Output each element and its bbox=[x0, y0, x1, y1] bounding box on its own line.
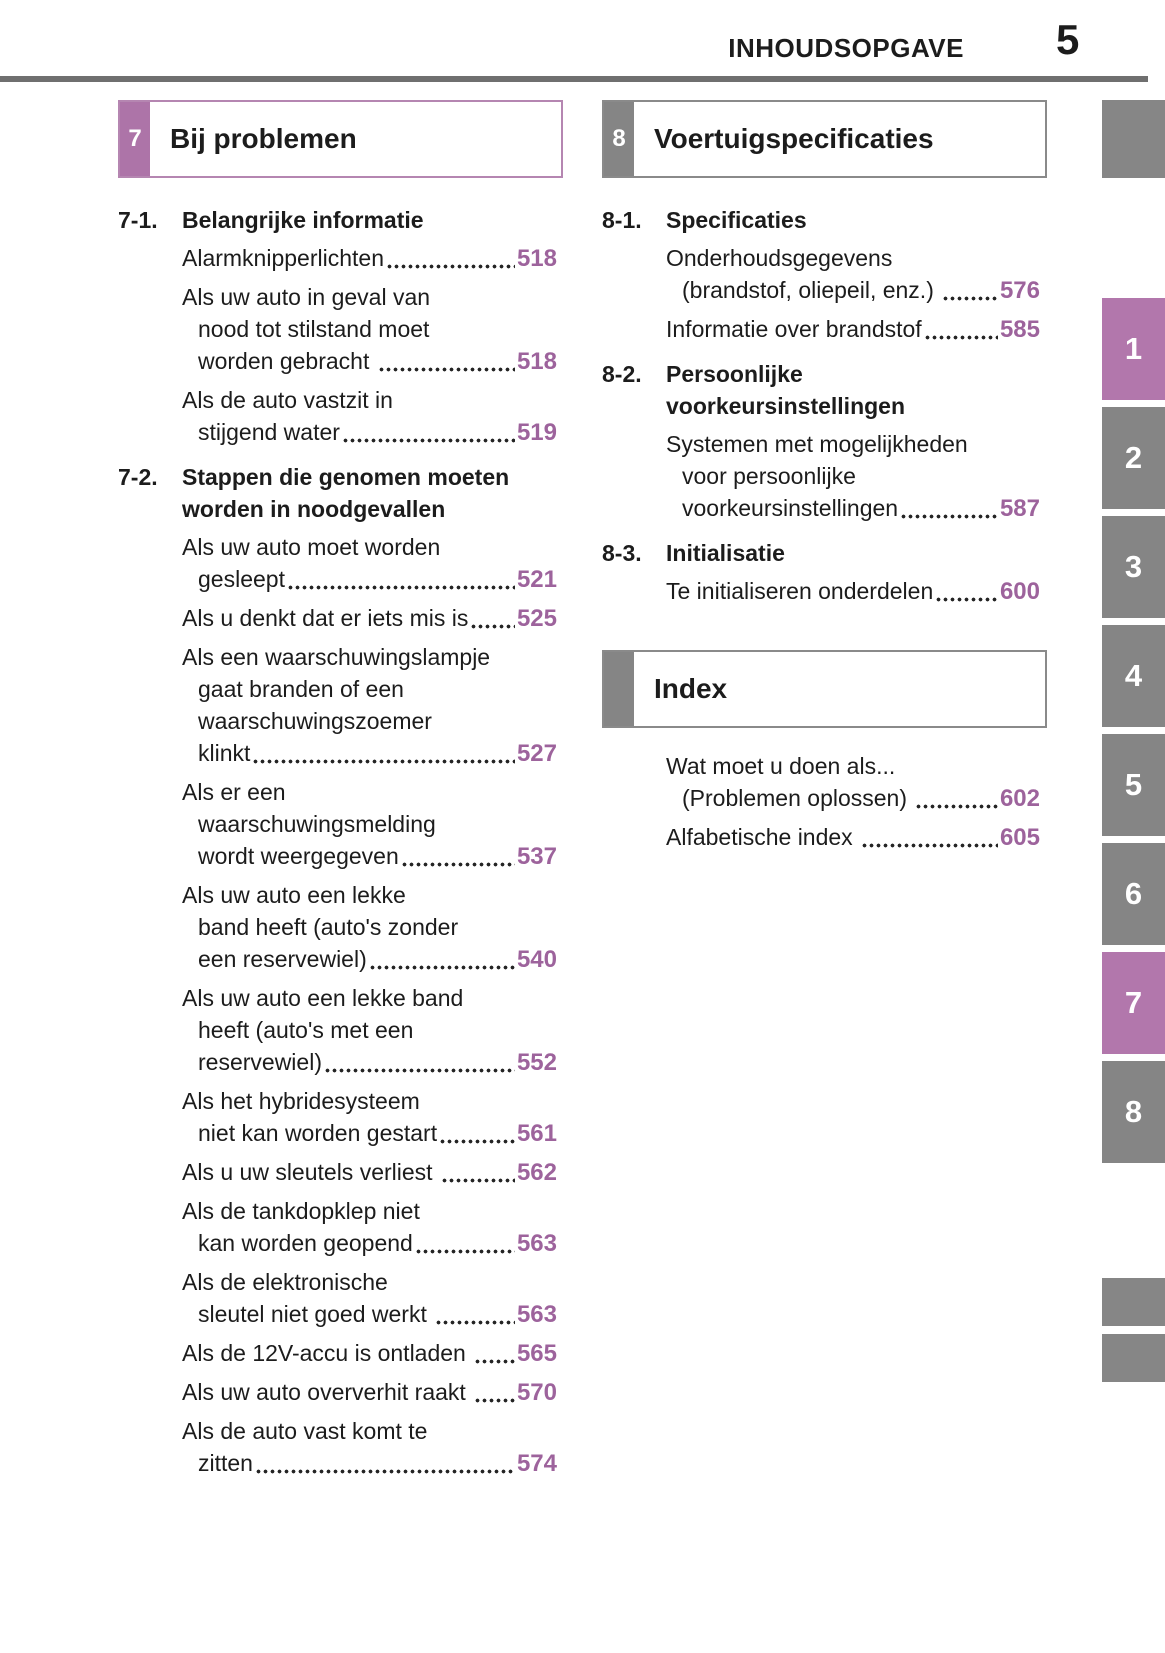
entry-page-ref: 602 bbox=[999, 785, 1040, 812]
entry-page-ref: 563 bbox=[516, 1230, 557, 1257]
dot-leader bbox=[900, 513, 998, 520]
toc-entry bbox=[118, 1415, 557, 1480]
toc-entry bbox=[118, 1085, 557, 1150]
entry-text: gaat branden of een bbox=[198, 676, 404, 702]
toc-entry bbox=[602, 313, 1040, 346]
entry-text: Systemen met mogelijkheden bbox=[666, 431, 968, 457]
entry-page-ref: 525 bbox=[516, 605, 557, 632]
section-title-8: Voertuigspecificaties bbox=[654, 123, 934, 154]
toc-entry bbox=[602, 428, 1040, 525]
entry-text: kan worden geopend bbox=[198, 1230, 413, 1256]
entry-text: Als de elektronische bbox=[182, 1269, 388, 1295]
entry-page-ref: 527 bbox=[516, 740, 557, 767]
dot-leader bbox=[924, 334, 998, 341]
toc-entry bbox=[118, 1337, 557, 1370]
entry-text: band heeft (auto's zonder bbox=[198, 914, 459, 940]
entry-text: gesleept bbox=[198, 566, 285, 592]
dot-leader bbox=[474, 1358, 515, 1365]
entry-page-ref: 576 bbox=[999, 277, 1040, 304]
group-title-line: Initialisatie bbox=[666, 540, 785, 566]
index-title: Index bbox=[654, 673, 728, 704]
group-title-line: voorkeursinstellingen bbox=[666, 393, 906, 419]
entry-page-ref: 540 bbox=[516, 946, 557, 973]
toc-entry bbox=[118, 281, 557, 378]
toc-entry bbox=[118, 531, 557, 596]
chapter-tab-1: 1 bbox=[1102, 298, 1165, 400]
entry-page-ref: 563 bbox=[516, 1301, 557, 1328]
dot-leader bbox=[401, 861, 515, 868]
dot-leader bbox=[378, 366, 515, 373]
toc-column-right bbox=[602, 192, 1040, 608]
toc-entry bbox=[118, 641, 557, 770]
entry-text: voor persoonlijke bbox=[682, 463, 856, 489]
chapter-tab-7: 7 bbox=[1102, 952, 1165, 1054]
entry-text: nood tot stilstand moet bbox=[198, 316, 430, 342]
entry-text: niet kan worden gestart bbox=[198, 1120, 438, 1146]
dot-leader bbox=[935, 596, 998, 603]
entry-text: Als de auto vast komt te bbox=[182, 1418, 428, 1444]
group-id: 8-1. bbox=[602, 207, 642, 233]
entry-page-ref: 518 bbox=[516, 348, 557, 375]
toc-entry bbox=[118, 1266, 557, 1331]
dot-leader bbox=[415, 1248, 515, 1255]
entry-text: (brandstof, oliepeil, enz.) bbox=[682, 277, 941, 303]
toc-group-heading bbox=[602, 358, 1040, 422]
chapter-tab-8: 8 bbox=[1102, 1061, 1165, 1163]
entry-text: Als u uw sleutels verliest bbox=[182, 1159, 439, 1185]
entry-text: Als u denkt dat er iets mis is bbox=[182, 605, 469, 631]
entry-page-ref: 574 bbox=[516, 1450, 557, 1477]
dot-leader bbox=[474, 1397, 515, 1404]
group-id: 7-2. bbox=[118, 464, 158, 490]
entry-text: sleutel niet goed werkt bbox=[198, 1301, 434, 1327]
toc-entry bbox=[602, 242, 1040, 307]
section-tab-number-7: 7 bbox=[120, 102, 150, 176]
dot-leader bbox=[324, 1067, 515, 1074]
entry-text: Wat moet u doen als... bbox=[666, 753, 896, 779]
entry-text: reservewiel) bbox=[198, 1049, 322, 1075]
dot-leader bbox=[915, 803, 998, 810]
group-title-line: Stappen die genomen moeten bbox=[182, 464, 510, 490]
group-id: 8-3. bbox=[602, 540, 642, 566]
entry-page-ref: 570 bbox=[516, 1379, 557, 1406]
entry-page-ref: 561 bbox=[516, 1120, 557, 1147]
toc-group-heading bbox=[118, 204, 557, 236]
entry-text: Als de 12V-accu is ontladen bbox=[182, 1340, 473, 1366]
entry-text: (Problemen oplossen) bbox=[682, 785, 914, 811]
entry-text: waarschuwingsmelding bbox=[198, 811, 436, 837]
entry-page-ref: 562 bbox=[516, 1159, 557, 1186]
entry-text: Te initialiseren onderdelen bbox=[666, 578, 934, 604]
entry-page-ref: 521 bbox=[516, 566, 557, 593]
group-title-line: worden in noodgevallen bbox=[182, 496, 446, 522]
rail-blank-box-top bbox=[1102, 100, 1165, 178]
entry-text: waarschuwingszoemer bbox=[198, 708, 432, 734]
chapter-tab-5: 5 bbox=[1102, 734, 1165, 836]
page-number: 5 bbox=[1056, 16, 1080, 63]
toc-entry bbox=[118, 384, 557, 449]
toc-column-left bbox=[118, 192, 557, 1480]
entry-text: Als de auto vastzit in bbox=[182, 387, 393, 413]
dot-leader bbox=[255, 1468, 515, 1475]
dot-leader bbox=[470, 623, 515, 630]
index-entries bbox=[602, 744, 1040, 854]
dot-leader bbox=[369, 964, 515, 971]
chapter-tab-2: 2 bbox=[1102, 407, 1165, 509]
entry-text: heeft (auto's met een bbox=[198, 1017, 414, 1043]
dot-leader bbox=[441, 1177, 515, 1184]
group-id: 8-2. bbox=[602, 361, 642, 387]
entry-text: Informatie over brandstof bbox=[666, 316, 922, 342]
toc-entry bbox=[118, 1376, 557, 1409]
entry-text: Als uw auto oververhit raakt bbox=[182, 1379, 473, 1405]
toc-entry bbox=[602, 750, 1040, 815]
toc-entry bbox=[602, 575, 1040, 608]
entry-text: Als uw auto een lekke band bbox=[182, 985, 464, 1011]
entry-text: Als een waarschuwingslampje bbox=[182, 644, 491, 670]
dot-leader bbox=[861, 842, 998, 849]
group-title-line: Belangrijke informatie bbox=[182, 207, 424, 233]
entry-page-ref: 600 bbox=[999, 578, 1040, 605]
dot-leader bbox=[386, 263, 515, 270]
chapter-tab-rail bbox=[1102, 298, 1165, 1170]
entry-text: klinkt bbox=[198, 740, 251, 766]
toc-entry bbox=[118, 602, 557, 635]
toc-group-heading bbox=[602, 537, 1040, 569]
entry-page-ref: 585 bbox=[999, 316, 1040, 343]
group-title-line: Persoonlijke bbox=[666, 361, 803, 387]
group-title-line: Specificaties bbox=[666, 207, 807, 233]
page-title: INHOUDSOPGAVE bbox=[728, 33, 964, 63]
entry-page-ref: 519 bbox=[516, 419, 557, 446]
entry-page-ref: 518 bbox=[516, 245, 557, 272]
section-box-7 bbox=[118, 100, 563, 178]
entry-text: Als uw auto een lekke bbox=[182, 882, 406, 908]
entry-text: Als de tankdopklep niet bbox=[182, 1198, 420, 1224]
toc-group-heading bbox=[118, 461, 557, 525]
entry-page-ref: 565 bbox=[516, 1340, 557, 1367]
entry-text: Als uw auto moet worden bbox=[182, 534, 441, 560]
header-rule bbox=[0, 76, 1148, 82]
dot-leader bbox=[252, 758, 515, 765]
dot-leader bbox=[435, 1319, 515, 1326]
toc-entry bbox=[118, 242, 557, 275]
section-title-7: Bij problemen bbox=[170, 123, 357, 154]
chapter-tab-3: 3 bbox=[1102, 516, 1165, 618]
entry-text: Als het hybridesysteem bbox=[182, 1088, 420, 1114]
entry-text: wordt weergegeven bbox=[198, 843, 399, 869]
entry-text: Als er een bbox=[182, 779, 286, 805]
entry-page-ref: 552 bbox=[516, 1049, 557, 1076]
entry-text: voorkeursinstellingen bbox=[682, 495, 899, 521]
rail-blank-box-bottom-1 bbox=[1102, 1278, 1165, 1326]
rail-blank-box-bottom-2 bbox=[1102, 1334, 1165, 1382]
entry-text: Onderhoudsgegevens bbox=[666, 245, 893, 271]
section-tab-number-8: 8 bbox=[604, 102, 634, 176]
entry-text: worden gebracht bbox=[198, 348, 376, 374]
index-box bbox=[602, 650, 1047, 728]
entry-text: stijgend water bbox=[198, 419, 340, 445]
toc-entry bbox=[118, 776, 557, 873]
dot-leader bbox=[287, 584, 515, 591]
toc-entry bbox=[602, 821, 1040, 854]
entry-text: Alarmknipperlichten bbox=[182, 245, 384, 271]
chapter-tab-6: 6 bbox=[1102, 843, 1165, 945]
entry-text: een reservewiel) bbox=[198, 946, 367, 972]
entry-page-ref: 605 bbox=[999, 824, 1040, 851]
toc-entry bbox=[118, 1195, 557, 1260]
toc-entry bbox=[118, 1156, 557, 1189]
section-box-8 bbox=[602, 100, 1047, 178]
entry-page-ref: 537 bbox=[516, 843, 557, 870]
dot-leader bbox=[942, 295, 998, 302]
index-tab bbox=[604, 652, 634, 726]
toc-entry bbox=[118, 982, 557, 1079]
chapter-tab-4: 4 bbox=[1102, 625, 1165, 727]
entry-page-ref: 587 bbox=[999, 495, 1040, 522]
toc-entry bbox=[118, 879, 557, 976]
dot-leader bbox=[342, 437, 515, 444]
toc-group-heading bbox=[602, 204, 1040, 236]
dot-leader bbox=[439, 1138, 515, 1145]
entry-text: zitten bbox=[198, 1450, 253, 1476]
entry-text: Alfabetische index bbox=[666, 824, 860, 850]
group-id: 7-1. bbox=[118, 207, 158, 233]
entry-text: Als uw auto in geval van bbox=[182, 284, 431, 310]
